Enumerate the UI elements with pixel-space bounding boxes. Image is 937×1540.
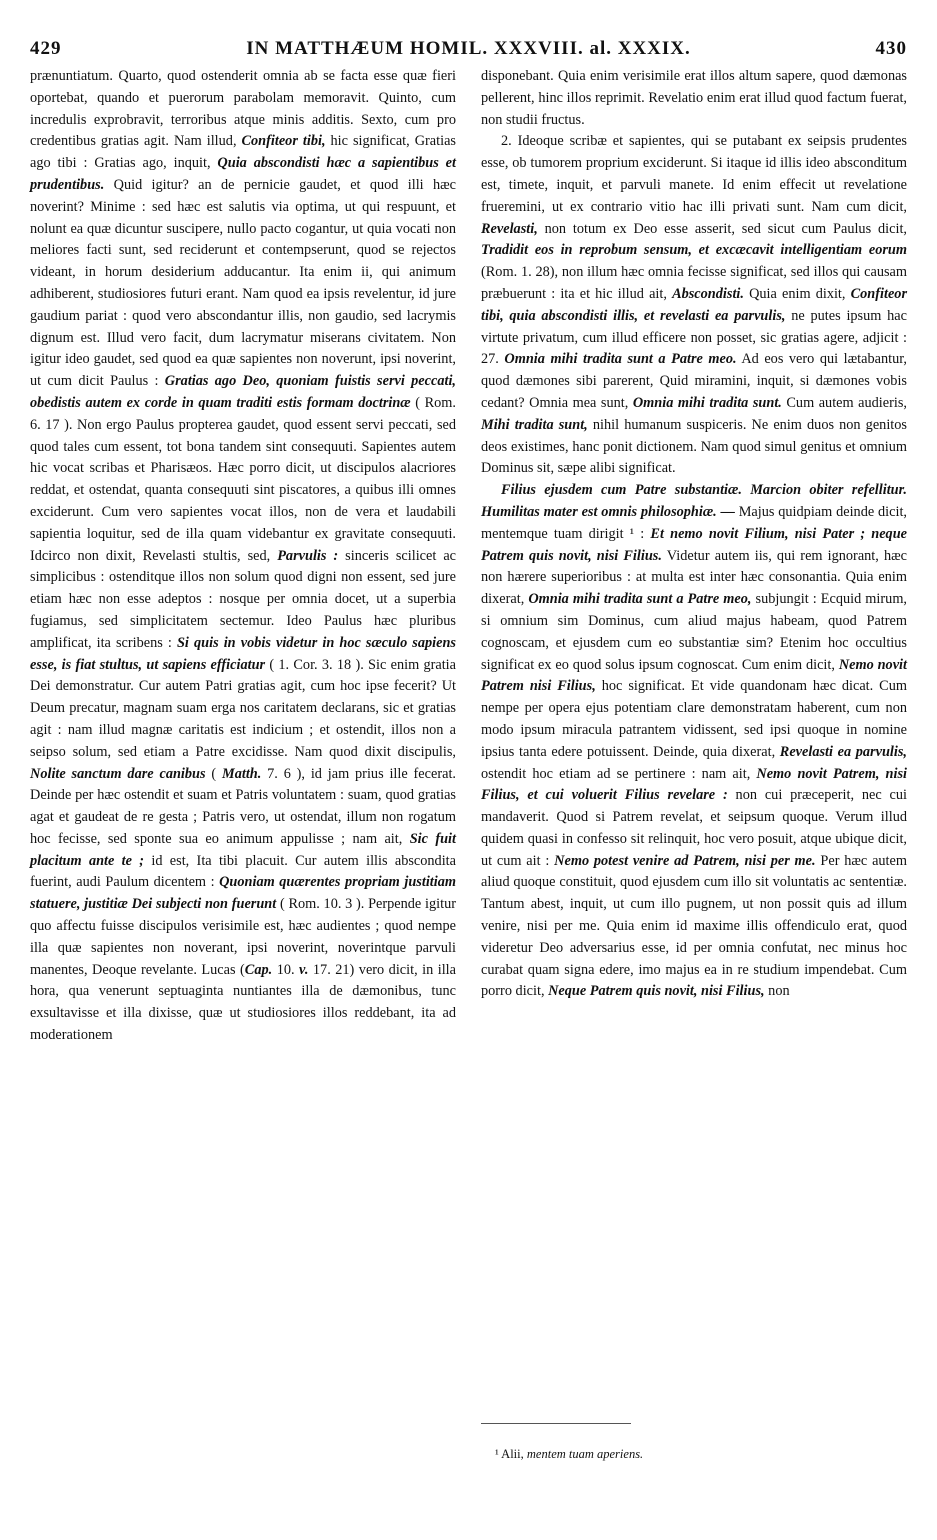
italic-run: Parvulis : <box>277 547 339 564</box>
italic-run: Tradidit eos in reprobum sensum, et excæcavit intelligentiam eorum <box>481 242 907 259</box>
italic-run: Quia abscondisti hæc a sapientibus et prudentibus. <box>30 155 456 193</box>
footnote <box>495 1446 905 1462</box>
italic-run: Omnia mihi tradita sunt a Patre meo, <box>528 591 752 608</box>
text-run: ( Rom. 6. 17 ). Non ergo Paulus propterea gaudet, quod essent servi peccati, sed quod tales cum essent, tot bona tandem sint consequuti. Sapientes autem hic vocat scribas et Pharisæos. Hæc porro dicit, ut discipulos alacriores reddat, et ostendat, quanta consequuti sint piscatores, a quibus illi omnes exciderunt. Cum vero sapientes vocat illos, non de vera et laudabili sapientia loquitur, sed de illa quam videbantur ex gravitate consequuti. Idcirco non dixit, Revelasti stultis, sed, <box>30 394 456 564</box>
running-title: IN MATTHÆUM HOMIL. XXXVIII. al. XXXIX. <box>246 38 691 59</box>
text-run: ( Rom. 10. 3 ). Perpende igitur quo affectu fuisse discipulos verisimile est, hæc audientes ; quod nempe illa quæ sapientes non noverant, ipsi noverint, noverintque parvuli manentes, Deoque revelante. Lucas ( <box>30 896 456 978</box>
text-run: Ad eos vero qui lætabantur, quod dæmones sibi parerent, Quid miramini, inquit, si dæmones vobis cedant? Omnia mea sunt, <box>481 351 907 411</box>
text-run: ( <box>205 765 222 782</box>
page-number-left: 429 <box>30 38 62 59</box>
italic-run: Revelasti ea parvulis, <box>779 743 907 760</box>
italic-run: Confiteor tibi, <box>241 133 326 150</box>
section-heading: Filius ejusdem cum Patre substantiæ. Marcion obiter refellitur. Humilitas mater est omnis philosophiæ. — <box>481 482 907 520</box>
italic-run: Gratias ago Deo, quoniam fuistis servi peccati, obedistis autem ex corde in quam traditi estis formam doctrinæ <box>30 373 456 411</box>
text-run: Majus quidpiam deinde dicit, mentemque tuam dirigit ¹ : <box>481 503 908 542</box>
italic-run: Matth. <box>221 765 262 782</box>
running-header <box>30 38 907 66</box>
italic-run: Nolite sanctum dare canibus <box>30 765 206 782</box>
italic-run: Omnia mihi tradita sunt a Patre meo. <box>504 351 737 368</box>
text-run: ostendit hoc etiam ad se pertinere : nam ait, <box>481 765 757 782</box>
italic-run: Si quis in vobis videtur in hoc sæculo sapiens esse, is fiat stultus, ut sapiens efficiatur <box>30 634 456 673</box>
right-paragraph-2 <box>481 131 907 480</box>
italic-run: Cap. <box>244 961 273 978</box>
italic-run: Quoniam quærentes propriam justitiam statuere, justitiæ Dei subjecti non fuerunt <box>30 874 456 913</box>
text-run: ( 1. Cor. 3. 18 ). Sic enim gratia Dei demonstratur. Cur autem Patri gratias agit, cum hoc ipse fecerit? Ut Deum precatur, magnam suam erga nos caritatem declarans, sic et gratias agit : nam illud magnæ caritatis est indicium ; et ostendit, illos non a seipso solum, sed etiam a Patre excidisse. Nam quod dixit discipulis, <box>30 656 457 760</box>
text-run: hic significat, Gratias ago tibi : Gratias ago, inquit, <box>30 133 456 172</box>
italic-run: Neque Patrem quis novit, nisi Filius, <box>548 983 765 1000</box>
text-run: id est, Ita tibi placuit. Cur autem illis abscondita fuerint, audi Paulum dicentem : <box>30 852 456 891</box>
italic-run: Mihi tradita sunt, <box>481 416 588 433</box>
text-run: subjungit : Ecquid mirum, si omnium sim Dominus, cum aliud majus habeam, quod Patrem cognoscam, et ejusdem cum eo substantiæ sim? Etenim hoc occultius significat ex eo quod solus ipsum cognoscat. Cum enim dicit, <box>481 591 908 673</box>
text-run: Videtur autem iis, qui rem ignorant, hæc non hærere superioribus : at multa est inter hæc consonantia. Quia enim dixerat, <box>481 547 907 608</box>
text-run: sinceris scilicet ac simplicibus : ostenditque illos non solum quod digni non essent, sed jure etiam hæc non esse adeptos : nosque per omnia docet, ut a superbia fugiamus, sed simplicitatem sectemur. Ideo Paulus hæc pluribus amplificat, ita scribens : <box>30 547 457 651</box>
left-column <box>30 66 456 1047</box>
text-run: non cui præceperit, nec cui mandaverit. Quod si Patrem revelat, et seipsum quoque. Verum illud quidem quasi in confesso sit relinquit, hoc vero posuit, atque ubique dicit, ut cum ait : <box>481 787 907 869</box>
text-run: hoc significat. Et vide quandonam hæc dicat. Cum nempe per opera ejus potentiam clare demonstratam haberent, cum non modo ipsum miracula patrantem vidissent, sed ipsi quoque in nomine ipsius tanta edere potuissent. Deinde, quia dixerat, <box>481 678 907 760</box>
italic-run: Sic fuit placitum ante te ; <box>30 830 457 869</box>
italic-run: Nemo novit Patrem nisi Filius, <box>481 656 907 695</box>
footnote-mark: ¹ Alii, <box>495 1447 527 1461</box>
text-run: (Rom. 1. 28), non illum hæc omnia fecisse significat, sed illos qui causam præbuerunt : ita et hic illud ait, <box>481 264 907 302</box>
text-run: Cum autem audieris, <box>781 394 907 411</box>
right-column <box>481 66 907 1003</box>
text-run: nihil humanum suspiceris. Ne enim duos non genitos deos existimes, hanc ponit dictionem. Nam quod simul genitus et omnium Dominus sit, sæpe alibi significat. <box>481 416 907 477</box>
italic-run: Revelasti, <box>481 220 538 237</box>
text-run: 10. <box>272 961 300 978</box>
footnote-divider <box>481 1423 631 1424</box>
text-run: ne putes ipsum hac virtute privatum, cum illud efficere non posset, sic gratias agere, adjicit : 27. <box>481 307 907 368</box>
text-run: prænuntiatum. Quarto, quod ostenderit omnia ab se facta esse quæ fieri oportebat, quando et puerorum parabolam memoravit. Quinto, cum incredulis exprobravit, terroribus atque minis additis. Sexto, cum pro credentibus gratias agit. Nam illud, <box>30 68 456 150</box>
text-run: Quia enim dixit, <box>743 285 851 302</box>
text-run: 17. 21) vero dicit, in illa hora, qua venerunt septuaginta nuntiantes illa de dæmonibus, tunc exsultavisse et illa dixisse, quæ ut studiosiores illos reddebant, ita ad moderationem <box>30 961 456 1044</box>
text-run: non totum ex Deo esse asserit, sed sicut cum Paulus dicit, <box>537 220 907 237</box>
text-run: Quid igitur? an de pernicie gaudet, et quod illi hæc noverint? Minime : sed hæc est salutis via optima, ut qui respuunt, et nolunt ea quæ dicuntur suscipere, nullo pacto cogantur, ut quia vocati non meliores facti sunt, sed reciderunt et contempserunt, quod se rejectos videant, in horum desiderium adducantur. Ita enim ii, qui animum adhiberent, studiosiores futuri erant. Nam quod ea ipsis revelentur, id jure gaudium pariat : quod vero abscondantur illis, non gaudio, sed lacrymis dignum est. Illud vero facit, dum lacrymatur miserans civitatem. Non igitur ideo gaudet, sed quod ea quæ sapientes non noverunt, ipsi noverint, ut cum dicit Paulus : <box>30 176 456 390</box>
italic-run: Et nemo novit Filium, nisi Pater ; neque Patrem quis novit, nisi Filius. <box>481 525 908 564</box>
footnote-text: mentem tuam aperiens. <box>526 1447 644 1461</box>
left-paragraph <box>30 66 456 1047</box>
italic-run: Nemo novit Patrem, nisi Filius, et cui voluerit Filius revelare : <box>481 765 907 804</box>
text-run: Per hæc autem aliud quoque constituit, quod ejusdem cum illo sit voluntatis ac sententiæ. Tantum abest, inquit, ut cum illo pugnem, ut non possit quis ad illum venire, nisi per me. Quia enim id maxime illis offendiculo erat, quod videretur Deo adversarius esse, id per omnia confutat, nec minus hoc curabat quam signa edere, imo majus ea in re studium impendebat. Cum porro dicit, <box>481 852 907 1000</box>
text-run: 7. 6 ), id jam prius ille fecerat. Deinde per hæc ostendit et suam et Patris voluntatem : suam, quod gratias agat et gaudeat de re gesta ; Patris vero, ut ostendat, illum non rogatum hoc fecisse, sed sponte sua eo animum appulisse ; nam ait, <box>30 765 456 847</box>
italic-run: Omnia mihi tradita sunt. <box>632 394 782 411</box>
italic-run: Confiteor tibi, quia abscondisti illis, et revelasti ea parvulis, <box>481 285 908 324</box>
page-number-right: 430 <box>875 38 907 59</box>
italic-run: Abscondisti. <box>672 285 744 302</box>
italic-run: v. <box>299 961 309 978</box>
right-paragraph-1: disponebant. Quia enim verisimile erat illos altum sapere, quod dæmonas pellerent, hinc illos reprimit. Revelatio enim erat illud quod factum fuerat, non studii fructus. <box>481 68 907 128</box>
right-paragraph-3 <box>481 480 907 1003</box>
text-run: non <box>764 983 790 1000</box>
italic-run: Nemo potest venire ad Patrem, nisi per me. <box>554 852 816 869</box>
text-run: 2. Ideoque scribæ et sapientes, qui se putabant ex seipsis prudentes esse, ob tumorem proprium exciderunt. Si itaque id illis ideo absconditum est, timete, inquit, et parvuli manete. Id enim effecit ut revelatione frueremini, ut ex contrario vitio hac illi privati sunt. Nam cum dicit, <box>481 133 907 215</box>
